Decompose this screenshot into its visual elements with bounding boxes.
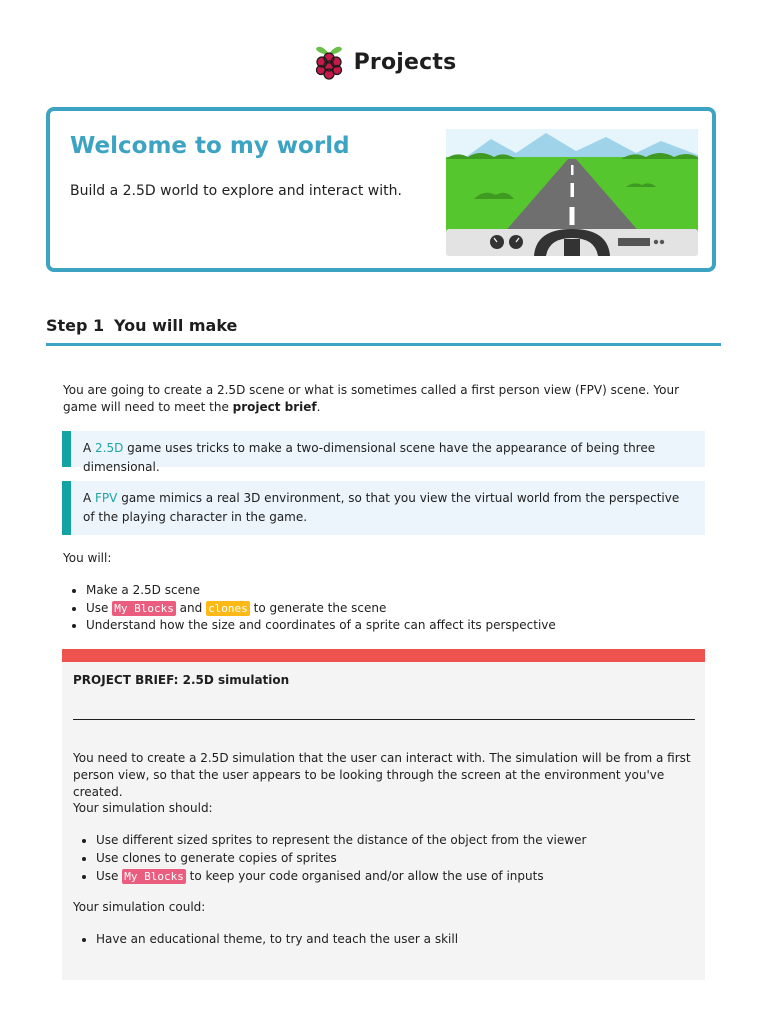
list-item: • Understand how the size and coordinates of a sprite can affect its perspective: [86, 617, 726, 635]
project-subtitle: Build a 2.5D world to explore and interact with.: [70, 183, 402, 199]
could-list: [73, 931, 718, 949]
note-text: game uses tricks to make a two-dimensional scene have the appearance of being three dimensional.: [83, 441, 656, 474]
project-hero-card: [46, 107, 716, 272]
list-item: [96, 867, 718, 886]
site-title[interactable]: Projects: [353, 49, 457, 75]
raspberry-pi-logo-icon: [312, 42, 346, 82]
list-item-text: to keep your code organised and/or allow the use of inputs: [185, 869, 544, 883]
project-title: Welcome to my world: [70, 133, 350, 159]
you-will-label: You will:: [63, 551, 112, 565]
intro-end: .: [316, 400, 321, 414]
should-label: Your simulation should:: [73, 801, 213, 815]
info-note-fpv: [62, 481, 705, 535]
list-item: [86, 600, 726, 618]
list-item-text: and: [175, 600, 207, 615]
step-title: You will make: [114, 316, 238, 335]
divider: [73, 719, 695, 720]
list-item-text: to generate the scene: [249, 600, 387, 615]
road-illustration: [446, 129, 698, 256]
step-heading: [46, 314, 721, 346]
note-text: game mimics a real 3D environment, so that you view the virtual world from the perspective of the playing character in the game.: [83, 491, 680, 524]
note-prefix: A: [83, 441, 96, 455]
list-item: • Have an educational theme, to try and teach the user a skill: [96, 931, 718, 949]
link-fpv[interactable]: FPV: [95, 491, 118, 505]
note-prefix: A: [83, 491, 96, 505]
you-will-list: [63, 582, 726, 635]
list-item-text: Use: [86, 600, 113, 615]
project-brief-link: project brief: [232, 400, 317, 414]
clones-chip: clones: [208, 601, 248, 615]
brief-title: PROJECT BRIEF: 2.5D simulation: [73, 673, 290, 687]
list-item-text: Use: [96, 869, 123, 883]
my-blocks-chip: My Blocks: [114, 601, 174, 615]
brief-color-bar: [62, 649, 705, 662]
brief-body: You need to create a 2.5D simulation that the user can interact with. The simulation will be from a first person view, so that the user appears to be looking through the screen at the environment you've created.: [73, 751, 691, 799]
should-list: [73, 831, 718, 886]
intro-text: You are going to create a 2.5D scene or what is sometimes called a first person view (FPV) scene. Your game will need to meet the: [63, 383, 680, 414]
could-label: Your simulation could:: [73, 900, 206, 914]
step-number: Step 1: [46, 316, 105, 335]
list-item: • Make a 2.5D scene: [86, 582, 726, 600]
page-header: [0, 40, 768, 84]
info-note-2-5d: [62, 431, 705, 474]
list-item: • Use clones to generate copies of sprites: [96, 849, 718, 867]
intro-paragraph: [63, 382, 703, 416]
link-2-5d[interactable]: 2.5D: [95, 441, 124, 455]
my-blocks-chip: My Blocks: [124, 870, 184, 883]
list-item: • Use different sized sprites to represent the distance of the object from the viewer: [96, 831, 718, 849]
